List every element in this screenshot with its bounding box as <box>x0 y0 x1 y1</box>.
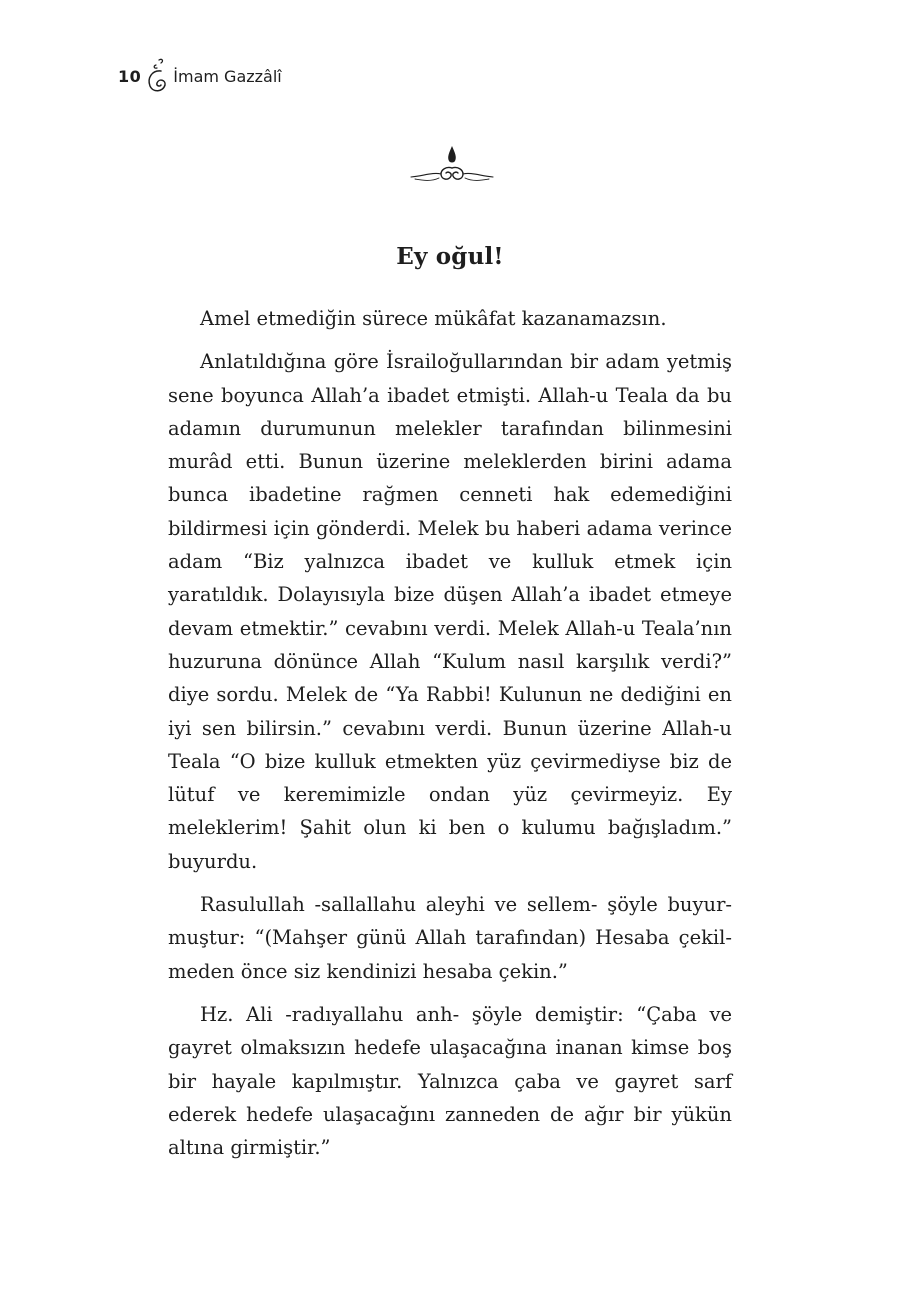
running-head <box>118 56 282 96</box>
page-number: 10 <box>118 66 142 86</box>
paragraph-intro: Amel etmediğin sürece mükâfat kazanamazsın. <box>200 307 667 330</box>
body-text <box>168 302 732 1174</box>
chapter-heading: Ey oğul! <box>396 243 504 271</box>
running-title: İmam Gazzâlî <box>173 66 282 86</box>
paragraph-ali-quote: Hz. Ali -radıyallahu anh- şöyle demiştir: “Çaba ve gayret olmaksızın hedefe ulaşacağına inanan kimse boş bir hayale kapılmıştır. Yalnızca çaba ve gayret sarf ederek hedefe ulaşacağını zanneden de ağır bir yükün altına girmiştir.” <box>168 1002 732 1160</box>
calligraphy-swirl-icon <box>145 56 169 96</box>
fleuron-ornament-icon <box>405 144 499 190</box>
paragraph-hadith: Rasulullah -sallallahu aleyhi ve sellem- şöyle buyurmuştur: “(Mahşer günü Allah tarafından) Hesaba çekilmeden önce siz kendinizi hesaba çekin.” <box>168 893 732 983</box>
paragraph-story: Anlatıldığına göre İsrailoğullarından bir adam yetmiş sene boyunca Allah’a ibadet etmişti. Allah-u Teala da bu adamın durumunun melekler tarafından bilinmesini murâd etti. Bunun üzerine meleklerden birini adama bunca ibadetine rağmen cenneti hak edemediğini bildirmesi için gönderdi. Melek bu haberi adama verince adam “Biz yalnızca ibadet ve kulluk etmek için yaratıldık. Dolayısıyla bize düşen Allah’a ibadet etmeye devam etmektir.” cevabını verdi. Melek Allah-u Teala’nın huzuruna dönünce Allah “Kulum nasıl karşılık verdi?” diye sordu. Melek de “Ya Rabbi! Kulunun ne dediğini en iyi sen bilirsin.” cevabını verdi. Bunun üzerine Allah-u Teala “O bize kulluk etmekten yüz çevirmediyse biz de lütuf ve keremimizle ondan yüz çevirmeyiz. Ey meleklerim! Şahit olun ki ben o kulumu bağışladım.” buyurdu. <box>168 350 732 873</box>
